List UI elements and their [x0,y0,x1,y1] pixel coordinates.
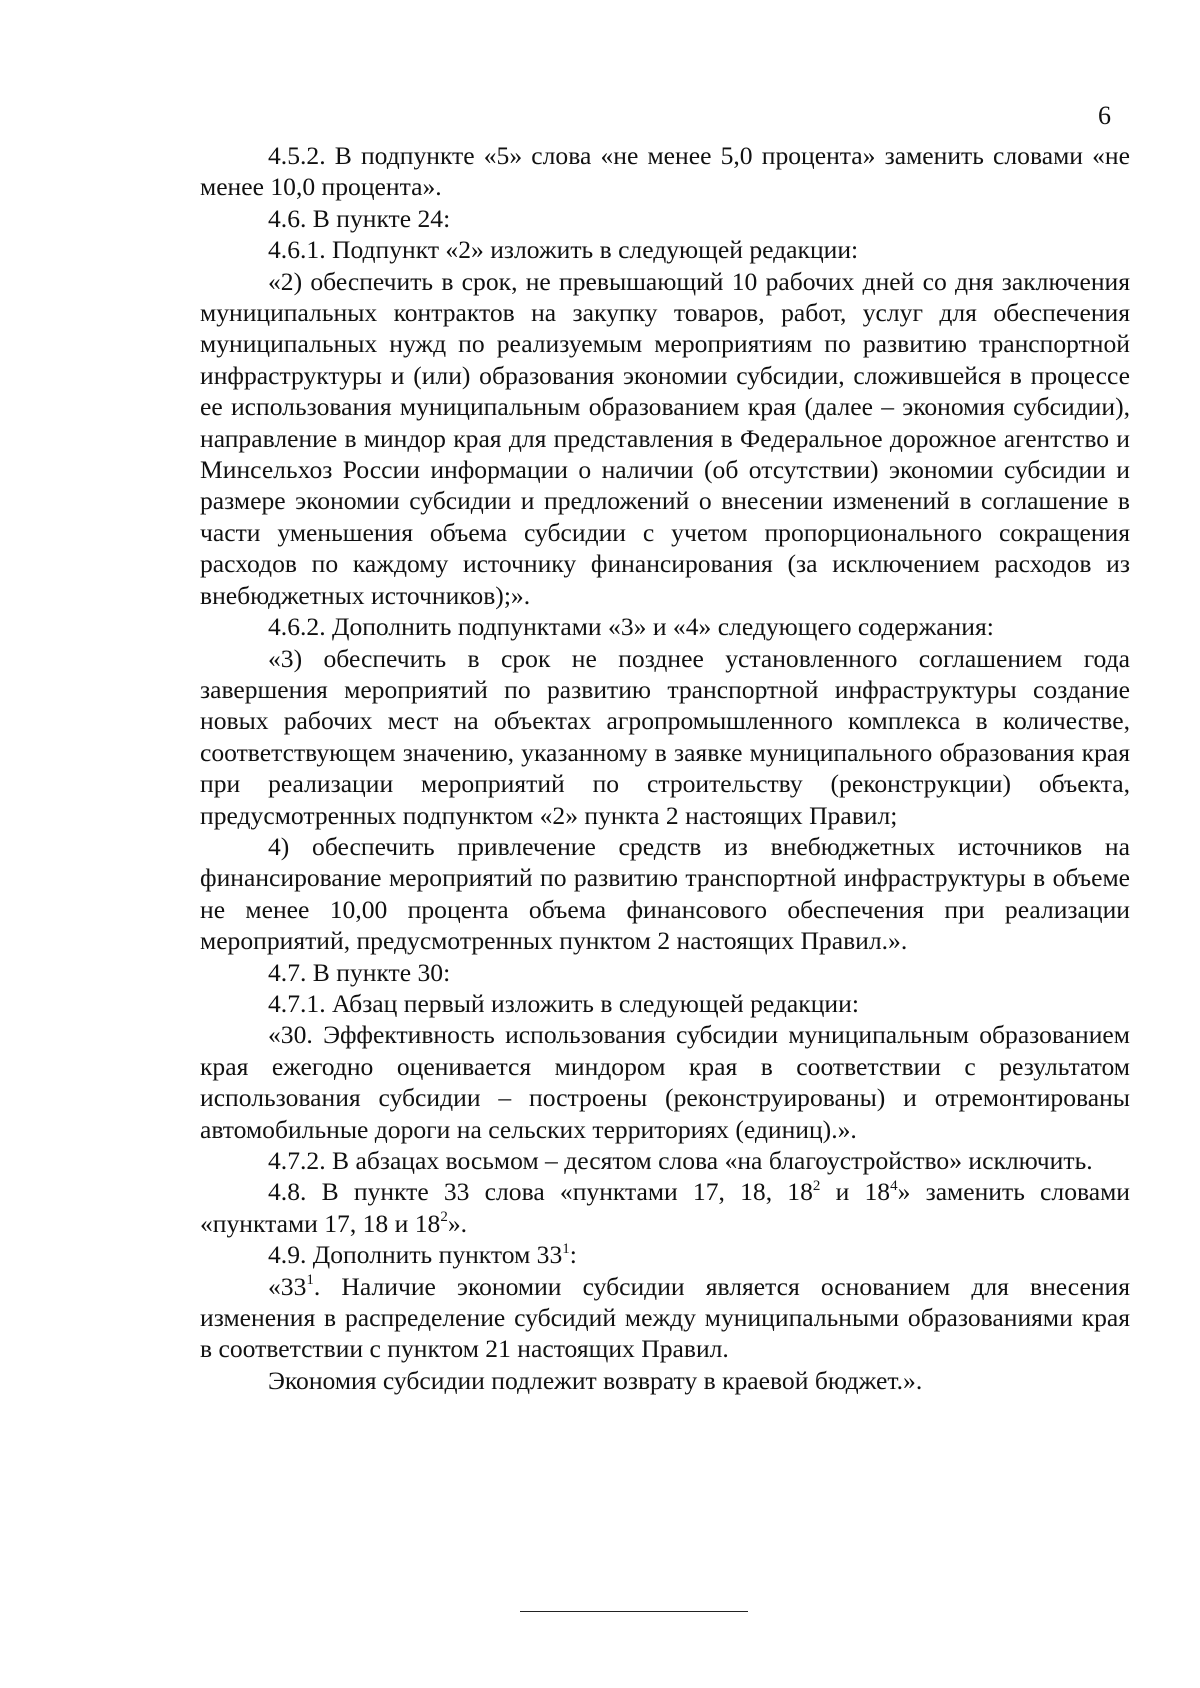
paragraph-4-8 [200,1176,1130,1239]
paragraph-text: «2) обеспечить в срок, не превышающий 10 рабочих дней со дня заключения муниципальных контрактов на закупку товаров, работ, услуг для обеспечения муниципальных нужд по реализуемым мероприятиям по развитию транспортной инфраструктуры и (или) образования экономии субсидии, сложившейся в процессе ее использования муниципальным образованием края (далее – экономия субсидии), направление в миндор края для представления в Федеральное дорожное агентство и Минсельхоз России информации о наличии (об отсутствии) экономии субсидии и размере экономии субсидии и предложений о внесении изменений в соглашение в части уменьшения объема субсидии с учетом пропорционального сокращения расходов по каждому источнику финансирования (за исключением расходов из внебюджетных источников);». [200,266,1130,610]
paragraph-text: «30. Эффективность использования субсидии муниципальным образованием края ежегодно оценивается миндором края в соответствии с результатом использования субсидии – построены (реконструированы) и отремонтированы автомобильные дороги на сельских территориях (единиц).». [200,1020,1130,1144]
paragraph-text: 4.7. В пункте 30: [268,957,451,987]
paragraph-4-7-1 [200,988,1130,1019]
document-body [200,140,1130,1396]
paragraph-text: . Наличие экономии субсидии является основанием для внесения изменения в распределение субсидий между муниципальными образованиями края в соответствии с пунктом 21 настоящих Правил. [200,1271,1130,1364]
superscript: 2 [440,1209,448,1226]
closing-rule [520,1611,748,1612]
paragraph-text: 4.8. В пункте 33 слова «пунктами 17, 18, 18 [268,1177,813,1207]
paragraph-text: 4.6.1. Подпункт «2» изложить в следующей редакции: [268,235,859,265]
paragraph-4-6-1 [200,234,1130,265]
paragraph-text: ». [447,1208,468,1238]
paragraph-item-33-1 [200,1271,1130,1365]
paragraph-text: 4.9. Дополнить пунктом 33 [268,1240,563,1270]
paragraph-text: «33 [268,1271,307,1301]
page-number: 6 [1098,101,1111,130]
paragraph-text: 4.6. В пункте 24: [268,203,451,233]
paragraph-text: 4.6.2. Дополнить подпунктами «3» и «4» следующего содержания: [268,612,994,642]
paragraph-text: 4.7.2. В абзацах восьмом – десятом слова «на благоустройство» исключить. [268,1146,1093,1175]
paragraph-4-6 [200,203,1130,234]
paragraph-text: 4.5.2. В подпункте «5» слова «не менее 5,0 процента» заменить словами «не менее 10,0 процента». [200,141,1130,202]
paragraph-text: Экономия субсидии подлежит возврату в краевой бюджет.». [268,1365,923,1395]
paragraph-text: «3) обеспечить в срок не позднее установленного соглашением года завершения мероприятий по развитию транспортной инфраструктуры создание новых рабочих мест на объектах агропромышленного комплекса в количестве, соответствующем значению, указанному в заявке муниципального образования края при реализации мероприятий по строительству (реконструкции) объекта, предусмотренных подпунктом «2» пункта 2 настоящих Правил; [200,643,1130,830]
paragraph-4-9 [200,1239,1130,1270]
superscript: 2 [812,1177,821,1194]
paragraph-text: : [569,1240,577,1270]
superscript: 1 [562,1240,570,1257]
paragraph-4-7 [200,957,1130,988]
superscript: 1 [306,1272,314,1289]
paragraph-text: 4) обеспечить привлечение средств из внебюджетных источников на финансирование мероприятий по развитию транспортной инфраструктуры в объеме не менее 10,00 процента объема финансового обеспечения при реализации мероприятий, предусмотренных пунктом 2 настоящих Правил.». [200,831,1130,956]
paragraph-subitem-2 [200,266,1130,611]
superscript: 4 [890,1177,898,1194]
paragraph-subitem-4 [200,831,1130,957]
paragraph-text: 4.7.1. Абзац первый изложить в следующей редакции: [268,988,859,1018]
paragraph-subitem-3 [200,643,1130,831]
paragraph-4-5-2 [200,140,1130,203]
paragraph-text: и 18 [820,1177,891,1207]
paragraph-economy-return [200,1365,1130,1396]
paragraph-item-30 [200,1019,1130,1145]
paragraph-text: » заменить словами «пунктами 17, 18 и 18 [200,1177,1130,1238]
paragraph-4-7-2 [200,1145,1130,1176]
paragraph-4-6-2 [200,611,1130,642]
